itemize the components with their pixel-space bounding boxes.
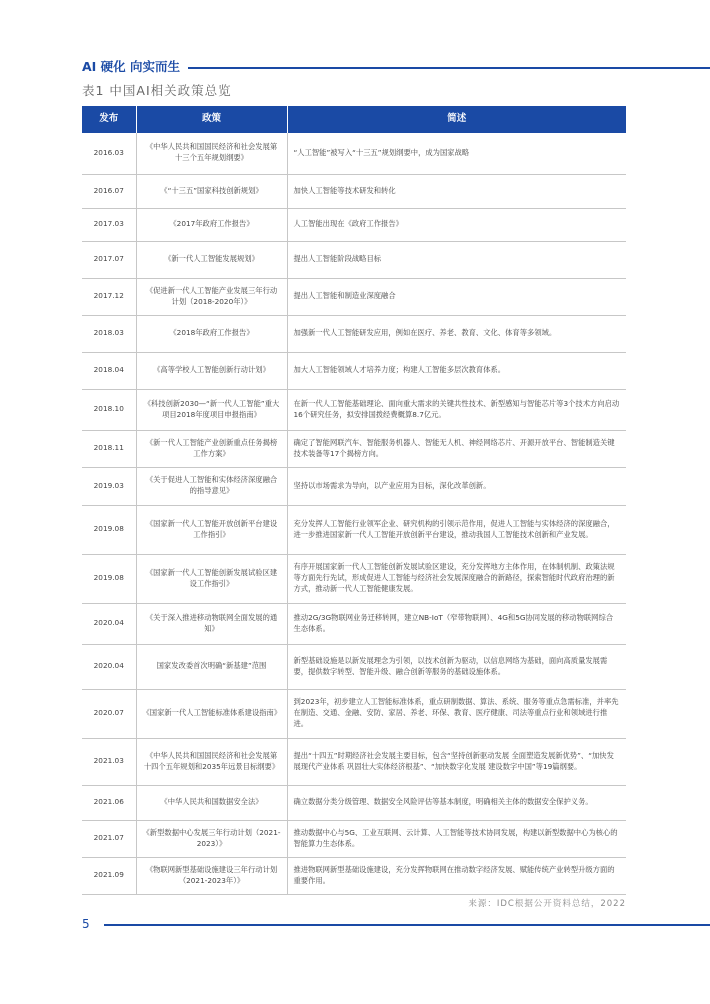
row-date: 2016.03 [82, 133, 136, 174]
row-description: 加快人工智能等技术研发和转化 [287, 174, 626, 208]
row-date: 2018.04 [82, 352, 136, 389]
column-header-policy: 政策 [136, 106, 287, 133]
row-description: 确定了智能网联汽车、智能服务机器人、智能无人机、神经网络芯片、开源开放平台、智能制造关键技术装备等17个揭榜方向。 [287, 430, 626, 467]
row-description: 新型基础设施是以新发展理念为引领，以技术创新为驱动，以信息网络为基础，面向高质量发展需要，提供数字转型、智能升级、融合创新等服务的基础设施体系。 [287, 644, 626, 689]
policy-table [82, 106, 626, 895]
row-date: 2021.03 [82, 738, 136, 785]
brand-title: AI 硬化 向实而生 [82, 59, 181, 74]
row-date: 2019.03 [82, 467, 136, 505]
row-date: 2020.04 [82, 644, 136, 689]
row-date: 2019.08 [82, 554, 136, 603]
row-date: 2021.07 [82, 820, 136, 857]
table-row [82, 644, 626, 689]
table-row [82, 208, 626, 241]
row-date: 2017.07 [82, 241, 136, 278]
row-policy: 《物联网新型基础设施建设三年行动计划（2021-2023年）》 [136, 857, 287, 894]
row-policy: 《关于深入推进移动物联网全面发展的通知》 [136, 603, 287, 644]
row-policy: 《中华人民共和国国民经济和社会发展第十三个五年规划纲要》 [136, 133, 287, 174]
row-description: 确立数据分类分级管理、数据安全风险评估等基本制度，明确相关主体的数据安全保护义务。 [287, 785, 626, 820]
page-header [82, 57, 710, 77]
table-row [82, 603, 626, 644]
row-date: 2018.03 [82, 315, 136, 352]
row-description: 推进物联网新型基础设施建设，充分发挥物联网在推动数字经济发展、赋能传统产业转型升级方面的重要作用。 [287, 857, 626, 894]
row-description: “人工智能”被写入“十三五”规划纲要中，成为国家战略 [287, 133, 626, 174]
row-date: 2021.09 [82, 857, 136, 894]
row-policy: 《中华人民共和国数据安全法》 [136, 785, 287, 820]
table-row [82, 857, 626, 894]
row-description: 提出人工智能和制造业深度融合 [287, 278, 626, 315]
row-description: 提出人工智能阶段战略目标 [287, 241, 626, 278]
column-header-date: 发布 [82, 106, 136, 133]
row-description: 有序开展国家新一代人工智能创新发展试验区建设，充分发挥地方主体作用，在体制机制、政策法规等方面先行先试，形成促进人工智能与经济社会发展深度融合的新路径，探索智能时代政府治理的新方式，推动新一代人工智能健康发展。 [287, 554, 626, 603]
table-title: 表1 中国AI相关政策总览 [82, 83, 232, 98]
header-rule [188, 67, 710, 69]
table-row [82, 467, 626, 505]
row-date: 2017.03 [82, 208, 136, 241]
table-row [82, 505, 626, 554]
page-number: 5 [82, 917, 90, 931]
row-policy: 《促进新一代人工智能产业发展三年行动计划（2018-2020年）》 [136, 278, 287, 315]
row-date: 2016.07 [82, 174, 136, 208]
row-date: 2017.12 [82, 278, 136, 315]
row-policy: 《国家新一代人工智能开放创新平台建设工作指引》 [136, 505, 287, 554]
row-policy: 国家发改委首次明确“新基建”范围 [136, 644, 287, 689]
table-row [82, 689, 626, 738]
row-policy: 《关于促进人工智能和实体经济深度融合的指导意见》 [136, 467, 287, 505]
row-description: 在新一代人工智能基础理论、面向重大需求的关键共性技术、新型感知与智能芯片等3个技术方向启动16个研究任务，拟安排国拨经费概算8.7亿元。 [287, 389, 626, 430]
row-policy: 《新型数据中心发展三年行动计划（2021-2023）》 [136, 820, 287, 857]
row-policy: 《2017年政府工作报告》 [136, 208, 287, 241]
row-policy: 《国家新一代人工智能创新发展试验区建设工作指引》 [136, 554, 287, 603]
row-description: 加大人工智能领域人才培养力度；构建人工智能多层次教育体系。 [287, 352, 626, 389]
row-policy: 《国家新一代人工智能标准体系建设指南》 [136, 689, 287, 738]
row-date: 2020.07 [82, 689, 136, 738]
table-row [82, 352, 626, 389]
row-policy: 《科技创新2030—“新一代人工智能”重大项目2018年度项目申报指南》 [136, 389, 287, 430]
row-description: 坚持以市场需求为导向，以产业应用为目标，深化改革创新。 [287, 467, 626, 505]
row-policy: 《新一代人工智能产业创新重点任务揭榜工作方案》 [136, 430, 287, 467]
table-row [82, 554, 626, 603]
table-row [82, 738, 626, 785]
source-note: 来源：IDC根据公开资料总结，2022 [468, 899, 626, 909]
table-row [82, 785, 626, 820]
table-row [82, 241, 626, 278]
table-header-row [82, 106, 626, 133]
row-description: 推动2G/3G物联网业务迁移转网，建立NB-IoT（窄带物联网）、4G和5G协同发展的移动物联网综合生态体系。 [287, 603, 626, 644]
table-row [82, 315, 626, 352]
row-description: 到2023年，初步建立人工智能标准体系，重点研制数据、算法、系统、服务等重点急需标准，并率先在制造、交通、金融、安防、家居、养老、环保、教育、医疗健康、司法等重点行业和领域进行推进。 [287, 689, 626, 738]
row-description: 加强新一代人工智能研发应用，例如在医疗、养老、教育、文化、体育等多领域。 [287, 315, 626, 352]
table-row [82, 278, 626, 315]
row-policy: 《高等学校人工智能创新行动计划》 [136, 352, 287, 389]
row-date: 2021.06 [82, 785, 136, 820]
row-date: 2019.08 [82, 505, 136, 554]
table-row [82, 430, 626, 467]
row-date: 2018.10 [82, 389, 136, 430]
row-policy: 《2018年政府工作报告》 [136, 315, 287, 352]
row-policy: 《新一代人工智能发展规划》 [136, 241, 287, 278]
row-description: 人工智能出现在《政府工作报告》 [287, 208, 626, 241]
row-description: 推动数据中心与5G、工业互联网、云计算、人工智能等技术协同发展，构建以新型数据中心为核心的智能算力生态体系。 [287, 820, 626, 857]
row-policy: 《中华人民共和国国民经济和社会发展第十四个五年规划和2035年远景目标纲要》 [136, 738, 287, 785]
row-description: 提出“十四五”时期经济社会发展主要目标，包含“坚持创新驱动发展 全面塑造发展新优势”、“加快发展现代产业体系 巩固壮大实体经济根基”、“加快数字化发展 建设数字中国”等19篇纲要。 [287, 738, 626, 785]
row-policy: 《“十三五”国家科技创新规划》 [136, 174, 287, 208]
table-row [82, 389, 626, 430]
row-date: 2018.11 [82, 430, 136, 467]
table-row [82, 820, 626, 857]
footer-rule [104, 924, 710, 926]
row-description: 充分发挥人工智能行业领军企业、研究机构的引领示范作用，促进人工智能与实体经济的深度融合，进一步推进国家新一代人工智能开放创新平台建设，推动我国人工智能技术创新和产业发展。 [287, 505, 626, 554]
table-row [82, 174, 626, 208]
table-row [82, 133, 626, 174]
row-date: 2020.04 [82, 603, 136, 644]
column-header-description: 简述 [287, 106, 626, 133]
